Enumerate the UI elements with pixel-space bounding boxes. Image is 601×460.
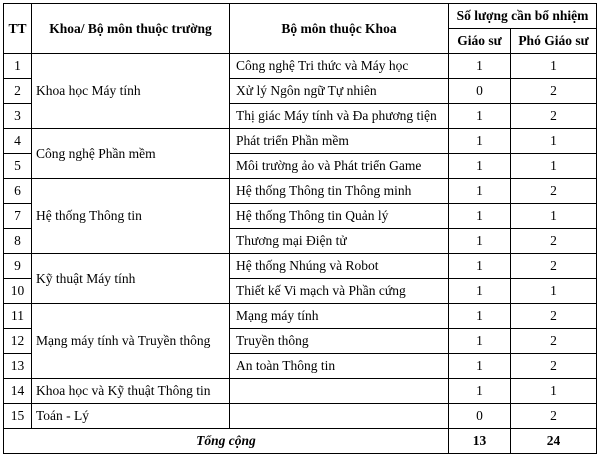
assoc-professor-count: 1 xyxy=(511,129,597,154)
row-number: 6 xyxy=(4,179,32,204)
row-number: 4 xyxy=(4,129,32,154)
assoc-professor-count: 1 xyxy=(511,54,597,79)
faculty-cell: Hệ thống Thông tin xyxy=(32,179,230,254)
header-professor: Giáo sư xyxy=(449,29,511,54)
table-row xyxy=(4,254,597,279)
total-label: Tổng cộng xyxy=(4,429,449,454)
assoc-professor-count: 1 xyxy=(511,379,597,404)
header-tt: TT xyxy=(4,4,32,54)
professor-count: 1 xyxy=(449,179,511,204)
professor-count: 1 xyxy=(449,279,511,304)
row-number: 14 xyxy=(4,379,32,404)
professor-count: 1 xyxy=(449,379,511,404)
assoc-professor-count: 2 xyxy=(511,179,597,204)
row-number: 8 xyxy=(4,229,32,254)
professor-count: 1 xyxy=(449,129,511,154)
row-number: 11 xyxy=(4,304,32,329)
assoc-professor-count: 2 xyxy=(511,254,597,279)
faculty-cell: Mạng máy tính và Truyền thông xyxy=(32,304,230,379)
professor-count: 1 xyxy=(449,204,511,229)
department-cell: Mạng máy tính xyxy=(230,304,449,329)
department-cell xyxy=(230,404,449,429)
professor-count: 1 xyxy=(449,229,511,254)
department-cell: An toàn Thông tin xyxy=(230,354,449,379)
professor-count: 1 xyxy=(449,254,511,279)
assoc-professor-count: 2 xyxy=(511,354,597,379)
row-number: 9 xyxy=(4,254,32,279)
assoc-professor-count: 2 xyxy=(511,104,597,129)
total-assoc-professor: 24 xyxy=(511,429,597,454)
professor-count: 0 xyxy=(449,79,511,104)
header-assoc-professor: Phó Giáo sư xyxy=(511,29,597,54)
professor-count: 1 xyxy=(449,154,511,179)
table-row xyxy=(4,404,597,429)
department-cell: Hệ thống Thông tin Quản lý xyxy=(230,204,449,229)
professor-count: 0 xyxy=(449,404,511,429)
faculty-cell: Kỹ thuật Máy tính xyxy=(32,254,230,304)
table-row xyxy=(4,179,597,204)
row-number: 15 xyxy=(4,404,32,429)
faculty-cell: Khoa học và Kỹ thuật Thông tin xyxy=(32,379,230,404)
department-cell: Thiết kế Vi mạch và Phần cứng xyxy=(230,279,449,304)
row-number: 3 xyxy=(4,104,32,129)
department-cell: Công nghệ Tri thức và Máy học xyxy=(230,54,449,79)
table-row xyxy=(4,54,597,79)
row-number: 5 xyxy=(4,154,32,179)
header-faculty: Khoa/ Bộ môn thuộc trường xyxy=(32,4,230,54)
department-cell: Môi trường ảo và Phát triển Game xyxy=(230,154,449,179)
assoc-professor-count: 2 xyxy=(511,329,597,354)
assoc-professor-count: 2 xyxy=(511,229,597,254)
department-cell: Phát triển Phần mềm xyxy=(230,129,449,154)
department-cell: Thương mại Điện tử xyxy=(230,229,449,254)
header-quantity: Số lượng cần bổ nhiệm xyxy=(449,4,597,29)
professor-count: 1 xyxy=(449,304,511,329)
row-number: 12 xyxy=(4,329,32,354)
row-number: 13 xyxy=(4,354,32,379)
department-cell: Truyền thông xyxy=(230,329,449,354)
header-department: Bộ môn thuộc Khoa xyxy=(230,4,449,54)
department-cell: Hệ thống Thông tin Thông minh xyxy=(230,179,449,204)
assoc-professor-count: 2 xyxy=(511,304,597,329)
department-cell xyxy=(230,379,449,404)
total-professor: 13 xyxy=(449,429,511,454)
assoc-professor-count: 1 xyxy=(511,279,597,304)
faculty-cell: Toán - Lý xyxy=(32,404,230,429)
department-cell: Xử lý Ngôn ngữ Tự nhiên xyxy=(230,79,449,104)
assoc-professor-count: 2 xyxy=(511,404,597,429)
department-cell: Thị giác Máy tính và Đa phương tiện xyxy=(230,104,449,129)
assoc-professor-count: 2 xyxy=(511,79,597,104)
row-number: 1 xyxy=(4,54,32,79)
professor-count: 1 xyxy=(449,329,511,354)
faculty-cell: Công nghệ Phần mềm xyxy=(32,129,230,179)
professor-count: 1 xyxy=(449,54,511,79)
row-number: 2 xyxy=(4,79,32,104)
assoc-professor-count: 1 xyxy=(511,204,597,229)
row-number: 7 xyxy=(4,204,32,229)
total-row xyxy=(4,429,597,454)
table-row xyxy=(4,379,597,404)
table-row xyxy=(4,129,597,154)
table-row xyxy=(4,304,597,329)
professor-count: 1 xyxy=(449,104,511,129)
row-number: 10 xyxy=(4,279,32,304)
assoc-professor-count: 1 xyxy=(511,154,597,179)
faculty-cell: Khoa học Máy tính xyxy=(32,54,230,129)
appointment-table xyxy=(3,3,597,454)
professor-count: 1 xyxy=(449,354,511,379)
department-cell: Hệ thống Nhúng và Robot xyxy=(230,254,449,279)
